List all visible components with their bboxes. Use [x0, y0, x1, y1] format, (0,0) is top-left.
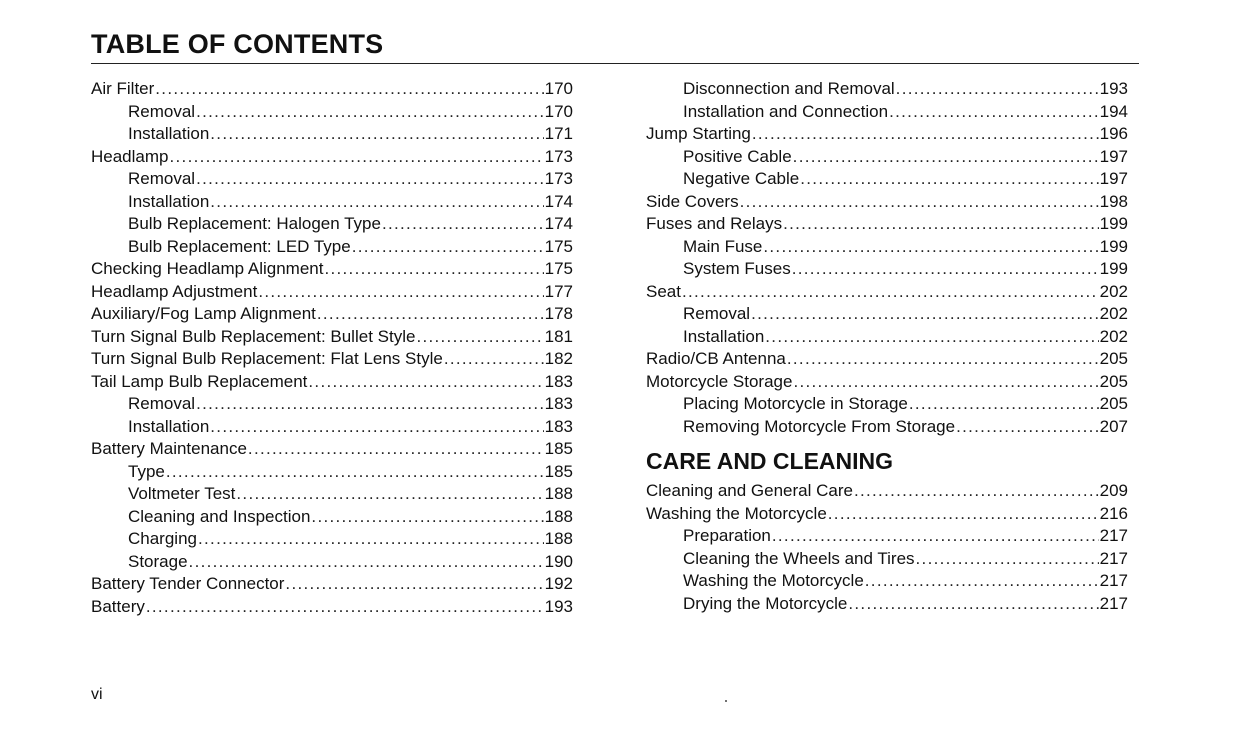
toc-entry-page: 196 — [1099, 124, 1128, 143]
toc-entry-label: Washing the Motorcycle — [683, 571, 864, 590]
toc-entry-page: 192 — [544, 574, 573, 593]
toc-entry[interactable] — [91, 146, 573, 169]
dot-leader — [196, 393, 544, 416]
toc-entry-page: 217 — [1099, 593, 1128, 613]
toc-entry-label: Removal — [128, 169, 196, 188]
toc-entry-label: Removal — [128, 101, 196, 121]
toc-entry-page: 183 — [544, 371, 573, 391]
toc-entry[interactable] — [646, 416, 1128, 439]
toc-entry-page: 170 — [544, 79, 573, 98]
toc-entry-page: 216 — [1099, 503, 1128, 523]
dot-leader — [792, 258, 1099, 281]
toc-entry[interactable] — [91, 168, 573, 191]
toc-entry-label: Negative Cable — [683, 169, 800, 188]
dot-leader — [166, 461, 544, 484]
toc-entry[interactable] — [646, 393, 1128, 416]
toc-entry-page: 217 — [1099, 571, 1128, 590]
toc-entry[interactable] — [91, 348, 573, 371]
toc-entry-label: Installation — [128, 416, 210, 436]
dot-leader — [196, 101, 544, 124]
toc-entry-label: Battery Tender Connector — [91, 574, 285, 593]
toc-entry-label: Installation and Connection — [683, 101, 889, 121]
toc-entry[interactable] — [91, 123, 573, 146]
title-divider — [91, 63, 1139, 64]
toc-entry-page: 185 — [544, 461, 573, 481]
section-heading-care-and-cleaning: CARE AND CLEANING — [646, 448, 894, 474]
toc-entry-page: 185 — [544, 439, 573, 458]
toc-entry-label: Charging — [128, 529, 197, 548]
dot-leader — [772, 525, 1099, 548]
scan-speck — [725, 700, 727, 702]
toc-entry[interactable] — [646, 326, 1128, 349]
toc-entry-label: Turn Signal Bulb Replacement: Bullet Style — [91, 326, 416, 346]
toc-entry-label: Removal — [128, 394, 196, 413]
toc-entry-label: Tail Lamp Bulb Replacement — [91, 371, 308, 391]
toc-entry-page: 194 — [1099, 101, 1128, 121]
toc-entry-page: 183 — [544, 416, 573, 436]
dot-leader — [311, 506, 543, 529]
toc-entry-page: 174 — [544, 191, 573, 211]
toc-entry[interactable] — [91, 506, 573, 529]
toc-entry-label: Cleaning and General Care — [646, 481, 853, 500]
toc-entry[interactable] — [91, 101, 573, 124]
toc-entry-page: 217 — [1099, 526, 1128, 545]
toc-entry[interactable] — [91, 596, 573, 619]
toc-entry-page: 178 — [544, 304, 573, 323]
toc-entry[interactable] — [646, 123, 1128, 146]
toc-entry-page: 202 — [1099, 326, 1128, 346]
toc-entry-page: 205 — [1099, 394, 1128, 413]
toc-entry-label: Checking Headlamp Alignment — [91, 259, 324, 278]
toc-entry[interactable] — [646, 191, 1128, 214]
dot-leader — [889, 101, 1099, 124]
toc-entry[interactable] — [91, 303, 573, 326]
toc-entry-label: Storage — [128, 551, 188, 571]
toc-entry[interactable] — [646, 78, 1128, 101]
dot-leader — [740, 191, 1099, 214]
dot-leader — [189, 551, 544, 574]
dot-leader — [751, 303, 1099, 326]
toc-entry[interactable] — [91, 551, 573, 574]
dot-leader — [793, 146, 1099, 169]
toc-left-column — [91, 78, 573, 618]
toc-entry-page: 173 — [544, 169, 573, 188]
toc-entry-page: 175 — [544, 236, 573, 256]
toc-entry[interactable] — [91, 416, 573, 439]
dot-leader — [258, 281, 543, 304]
toc-entry-label: Motorcycle Storage — [646, 371, 793, 391]
toc-entry-label: Washing the Motorcycle — [646, 503, 827, 523]
page-number: vi — [91, 686, 103, 703]
dot-leader — [352, 236, 544, 259]
dot-leader — [198, 528, 544, 551]
toc-entry-label: Side Covers — [646, 191, 739, 211]
dot-leader — [155, 78, 543, 101]
toc-entry-label: Type — [128, 461, 165, 481]
toc-entry[interactable] — [91, 438, 573, 461]
toc-entry-page: 174 — [544, 214, 573, 233]
toc-entry-label: Headlamp Adjustment — [91, 281, 258, 301]
toc-entry-label: Placing Motorcycle in Storage — [683, 394, 908, 413]
toc-entry-page: 190 — [544, 551, 573, 571]
toc-entry-page: 193 — [1099, 79, 1128, 98]
toc-entry-page: 199 — [1099, 236, 1128, 256]
toc-entry-page: 188 — [544, 506, 573, 526]
toc-entry[interactable] — [646, 548, 1128, 571]
dot-leader — [800, 168, 1098, 191]
toc-entry-label: Removal — [683, 304, 751, 323]
toc-entry-label: Fuses and Relays — [646, 214, 783, 233]
toc-entry-page: 217 — [1099, 548, 1128, 568]
toc-entry[interactable] — [91, 78, 573, 101]
toc-right-entries — [646, 78, 1128, 438]
toc-entry[interactable] — [91, 213, 573, 236]
toc-entry-page: 209 — [1099, 481, 1128, 500]
toc-entry-label: Drying the Motorcycle — [683, 593, 848, 613]
dot-leader — [210, 191, 543, 214]
toc-entry[interactable] — [91, 461, 573, 484]
toc-entry[interactable] — [646, 525, 1128, 548]
toc-entry[interactable] — [646, 236, 1128, 259]
toc-entry[interactable] — [91, 326, 573, 349]
toc-entry[interactable] — [91, 258, 573, 281]
dot-leader — [317, 303, 544, 326]
toc-entry-label: Bulb Replacement: Halogen Type — [128, 214, 381, 233]
toc-entry-label: Installation — [683, 326, 765, 346]
dot-leader — [308, 371, 543, 394]
toc-entry[interactable] — [646, 480, 1128, 503]
dot-leader — [170, 146, 544, 169]
toc-entry-page: 183 — [544, 394, 573, 413]
dot-leader — [196, 168, 544, 191]
dot-leader — [783, 213, 1099, 236]
toc-entry-label: Installation — [128, 191, 210, 211]
toc-entry-page: 198 — [1099, 191, 1128, 211]
toc-entry[interactable] — [646, 593, 1128, 616]
toc-entry[interactable] — [91, 393, 573, 416]
toc-entry[interactable] — [91, 281, 573, 304]
toc-entry[interactable] — [646, 101, 1128, 124]
toc-entry-label: Cleaning the Wheels and Tires — [683, 548, 915, 568]
toc-entry[interactable] — [646, 213, 1128, 236]
toc-care-entries — [646, 480, 1128, 615]
toc-entry-label: Preparation — [683, 526, 771, 545]
dot-leader — [793, 371, 1098, 394]
dot-leader — [324, 258, 543, 281]
toc-entry[interactable] — [646, 371, 1128, 394]
dot-leader — [896, 78, 1099, 101]
toc-entry-label: Bulb Replacement: LED Type — [128, 236, 351, 256]
toc-entry-label: Jump Starting — [646, 124, 751, 143]
dot-leader — [752, 123, 1099, 146]
dot-leader — [248, 438, 544, 461]
toc-entry-label: System Fuses — [683, 259, 791, 278]
toc-entry-page: 193 — [544, 596, 573, 616]
toc-entry-label: Positive Cable — [683, 146, 792, 166]
dot-leader — [682, 281, 1099, 304]
toc-entry[interactable] — [91, 236, 573, 259]
toc-entry-page: 188 — [544, 484, 573, 503]
toc-entry-label: Battery — [91, 596, 145, 616]
dot-leader — [444, 348, 544, 371]
toc-entry[interactable] — [646, 348, 1128, 371]
dot-leader — [848, 593, 1098, 616]
page-title: TABLE OF CONTENTS — [91, 29, 384, 59]
dot-leader — [956, 416, 1099, 439]
toc-entry-page: 197 — [1099, 146, 1128, 166]
dot-leader — [382, 213, 544, 236]
toc-entry-page: 175 — [544, 259, 573, 278]
toc-entry-page: 199 — [1099, 214, 1128, 233]
toc-entry-label: Removing Motorcycle From Storage — [683, 416, 956, 436]
dot-leader — [763, 236, 1098, 259]
toc-entry-label: Radio/CB Antenna — [646, 349, 786, 368]
toc-entry[interactable] — [646, 168, 1128, 191]
dot-leader — [416, 326, 543, 349]
toc-entry-page: 188 — [544, 529, 573, 548]
toc-entry-label: Auxiliary/Fog Lamp Alignment — [91, 304, 316, 323]
toc-entry[interactable] — [91, 483, 573, 506]
toc-entry-page: 197 — [1099, 169, 1128, 188]
toc-entry-page: 177 — [544, 281, 573, 301]
dot-leader — [765, 326, 1098, 349]
toc-entry[interactable] — [91, 573, 573, 596]
dot-leader — [828, 503, 1099, 526]
dot-leader — [210, 416, 543, 439]
toc-entry[interactable] — [646, 146, 1128, 169]
toc-entry[interactable] — [646, 570, 1128, 593]
toc-entry[interactable] — [91, 191, 573, 214]
dot-leader — [916, 548, 1099, 571]
toc-entry-label: Seat — [646, 281, 681, 301]
toc-entry-page: 205 — [1099, 349, 1128, 368]
toc-entry-page: 182 — [544, 349, 573, 368]
toc-entry-page: 181 — [544, 326, 573, 346]
dot-leader — [854, 480, 1099, 503]
toc-entry[interactable] — [646, 258, 1128, 281]
toc-entry-label: Installation — [128, 124, 210, 143]
toc-entry-label: Disconnection and Removal — [683, 79, 895, 98]
toc-entry-label: Voltmeter Test — [128, 484, 236, 503]
toc-entry[interactable] — [91, 371, 573, 394]
toc-entry-label: Cleaning and Inspection — [128, 506, 311, 526]
toc-entry[interactable] — [646, 303, 1128, 326]
toc-entry-page: 202 — [1099, 304, 1128, 323]
dot-leader — [909, 393, 1099, 416]
toc-entry-label: Battery Maintenance — [91, 439, 247, 458]
toc-entry-page: 170 — [544, 101, 573, 121]
dot-leader — [865, 570, 1099, 593]
toc-entry-page: 202 — [1099, 281, 1128, 301]
dot-leader — [146, 596, 544, 619]
toc-entry-label: Air Filter — [91, 79, 155, 98]
dot-leader — [236, 483, 543, 506]
toc-entry-label: Main Fuse — [683, 236, 763, 256]
toc-entry[interactable] — [646, 503, 1128, 526]
toc-entry[interactable] — [91, 528, 573, 551]
toc-entry[interactable] — [646, 281, 1128, 304]
toc-entry-label: Headlamp — [91, 146, 169, 166]
toc-entry-page: 205 — [1099, 371, 1128, 391]
toc-entry-label: Turn Signal Bulb Replacement: Flat Lens Style — [91, 349, 443, 368]
toc-entry-page: 171 — [544, 124, 573, 143]
toc-right-column — [646, 78, 1128, 615]
dot-leader — [787, 348, 1099, 371]
dot-leader — [285, 573, 543, 596]
toc-entry-page: 173 — [544, 146, 573, 166]
dot-leader — [210, 123, 543, 146]
toc-entry-page: 207 — [1099, 416, 1128, 436]
toc-entry-page: 199 — [1099, 259, 1128, 278]
